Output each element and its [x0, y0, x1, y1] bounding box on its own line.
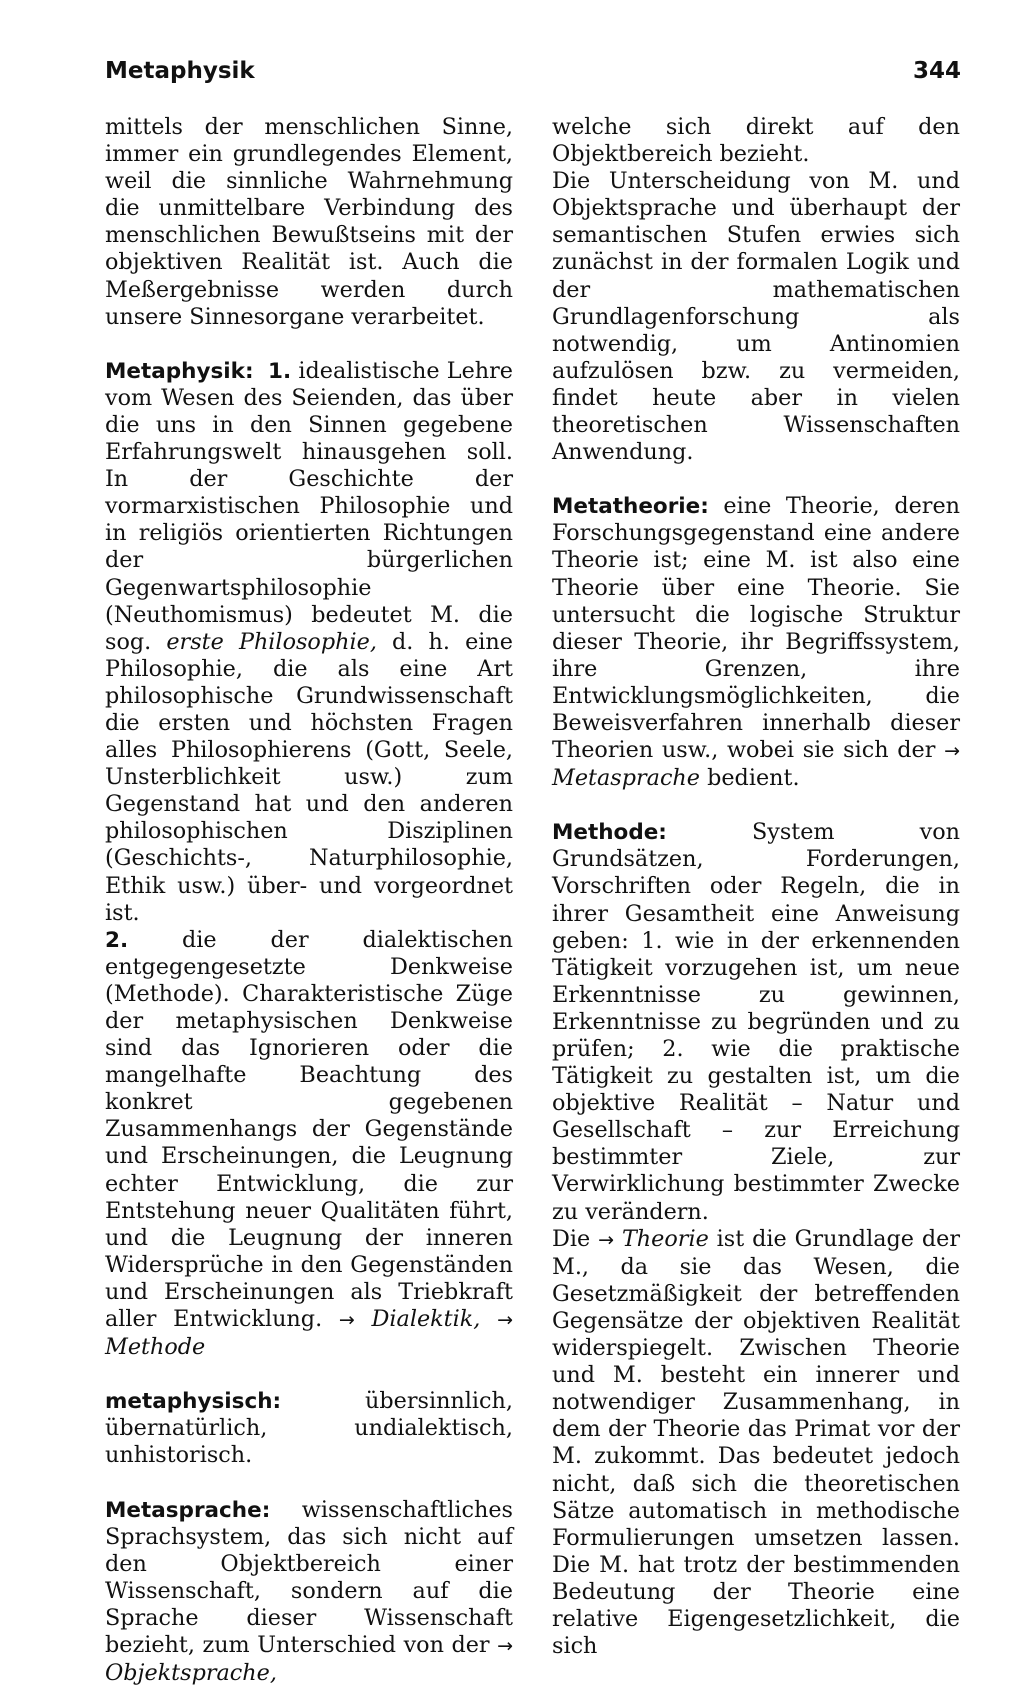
headword: Methode:: [552, 820, 667, 845]
headword: Metasprache:: [105, 1498, 270, 1523]
cross-reference: Objektsprache,: [105, 1660, 277, 1686]
cross-reference: Methode: [105, 1334, 205, 1360]
continued-paragraph: mittels der menschlichen Sinne, immer ein grundlegendes Element, weil die sinnliche Wahrnehmung die unmittelbare Verbindung des menschlichen Bewußtseins mit der objektiven Realität ist. Auch die Meßergebnisse werden durch unsere Sinnesorgane verarbeitet.: [105, 114, 513, 331]
entry-metaphysik: [105, 358, 513, 1361]
entry-text: d. h. eine Philosophie, die als eine Art philosophische Grundwissenschaft die ersten und höchsten Fragen alles Philosophierens (Gott, Seele, Unsterblichkeit usw.) zum Gegenstand hat und den anderen philosophischen Disziplinen (Geschichts-, Naturphilosophie, Ethik usw.) über- und vorgeordnet ist.: [105, 629, 513, 926]
entry-text: übersinnlich, übernatürlich, undialektisch, unhistorisch.: [105, 1388, 513, 1468]
headword: Metatheorie:: [552, 494, 709, 519]
entry-metatheorie: [552, 493, 960, 792]
entry-text: Die: [552, 1226, 598, 1252]
cross-ref-arrow-icon: →: [339, 1309, 355, 1331]
entry-methode-paragraph-2: [552, 1226, 960, 1661]
entry-text: ist die Grundlage der M., da sie das Wesen, die Gesetzmäßigkeit der betreffenden Gegensätze der objektiven Realität widerspiegelt. Zwischen Theorie und M. besteht ein innerer und notwendiger Zusammenhang, in dem der Theorie das Primat vor der M. zukommt. Das bedeutet jedoch nicht, daß sich die theoretischen Sätze automatisch in methodische Formulierungen umsetzen lassen. Die M. hat trotz der bestimmenden Bedeutung der Theorie eine relative Eigengesetzlichkeit, die sich: [552, 1226, 960, 1659]
cross-reference: Metasprache: [552, 765, 700, 791]
cross-reference: Dialektik,: [372, 1306, 481, 1332]
italic-term: erste Philosophie,: [166, 629, 377, 655]
left-column: [105, 114, 513, 1687]
entry-metaphysisch: [105, 1388, 513, 1469]
sense-number: 2.: [105, 928, 128, 953]
right-column: [552, 114, 960, 1660]
entry-text: System von Grundsätzen, Forderungen, Vorschriften oder Regeln, die in ihrer Gesamtheit eine Anweisung geben: 1. wie in der erkennenden Tätigkeit vorzugehen ist, um neue Erkenntnisse zu gewinnen, Erkenntnisse zu begründen und zu prüfen; 2. wie die praktische Tätigkeit zu gestalten ist, um die objektive Realität – Natur und Gesellschaft – zur Erreichung bestimmter Ziele, zur Verwirklichung bestimmter Zwecke zu verändern.: [552, 819, 960, 1224]
cross-ref-arrow-icon: →: [598, 1229, 614, 1251]
entry-text: die der dialektischen entgegengesetzte Denkweise (Methode). Charakteristische Züge der metaphysischen Denkweise sind das Ignorieren oder die mangelhafte Beachtung des konkret gegebenen Zusammenhangs der Gegenstände und Erscheinungen, die Leugnung echter Entwicklung, die zur Entstehung neuer Qualitäten führt, und die Leugnung der inneren Widersprüche in den Gegenständen und Erscheinungen als Triebkraft aller Entwicklung.: [105, 927, 513, 1332]
continued-paragraph: welche sich direkt auf den Objektbereich bezieht.: [552, 114, 960, 168]
entry-text: bedient.: [700, 765, 800, 791]
entry-methode: [552, 819, 960, 1225]
cross-ref-arrow-icon: →: [497, 1635, 513, 1657]
entry-text: wissenschaftliches Sprachsystem, das sich nicht auf den Objektbereich einer Wissenschaft, sondern auf die Sprache dieser Wissenschaft bezieht, zum Unterschied von der: [105, 1497, 513, 1658]
cross-ref-arrow-icon: →: [944, 740, 960, 762]
cross-reference: Theorie: [622, 1226, 709, 1252]
continued-paragraph: Die Unterscheidung von M. und Objektsprache und überhaupt der semantischen Stufen erwies sich zunächst in der formalen Logik und der mathematischen Grundlagenforschung als notwendig, um Antinomien aufzulösen bzw. zu vermeiden, findet heute aber in vielen theoretischen Wissenschaften Anwendung.: [552, 168, 960, 466]
cross-ref-arrow-icon: →: [497, 1309, 513, 1331]
entry-metasprache: [105, 1497, 513, 1687]
running-head: Metaphysik: [105, 58, 255, 84]
entry-text: eine Theorie, deren Forschungsgegenstand eine andere Theorie ist; eine M. ist also eine Theorie über eine Theorie. Sie untersucht die logische Struktur dieser Theorie, ihr Begriffssystem, ihre Grenzen, ihre Entwicklungsmöglichkeiten, die Beweisverfahren innerhalb dieser Theorien usw., wobei sie sich der: [552, 493, 960, 763]
page-number: 344: [913, 58, 961, 84]
page-header: [105, 58, 961, 98]
sense-number: 1.: [268, 359, 291, 384]
headword: metaphysisch:: [105, 1389, 281, 1414]
headword: Metaphysik:: [105, 359, 254, 384]
entry-text: idealistische Lehre vom Wesen des Seienden, das über die uns in den Sinnen gegebene Erfahrungswelt hinausgehen soll. In der Geschichte der vormarxistischen Philosophie und in religiös orientierten Richtungen der bürgerlichen Gegenwartsphilosophie (Neuthomismus) bedeutet M. die sog.: [105, 358, 513, 655]
